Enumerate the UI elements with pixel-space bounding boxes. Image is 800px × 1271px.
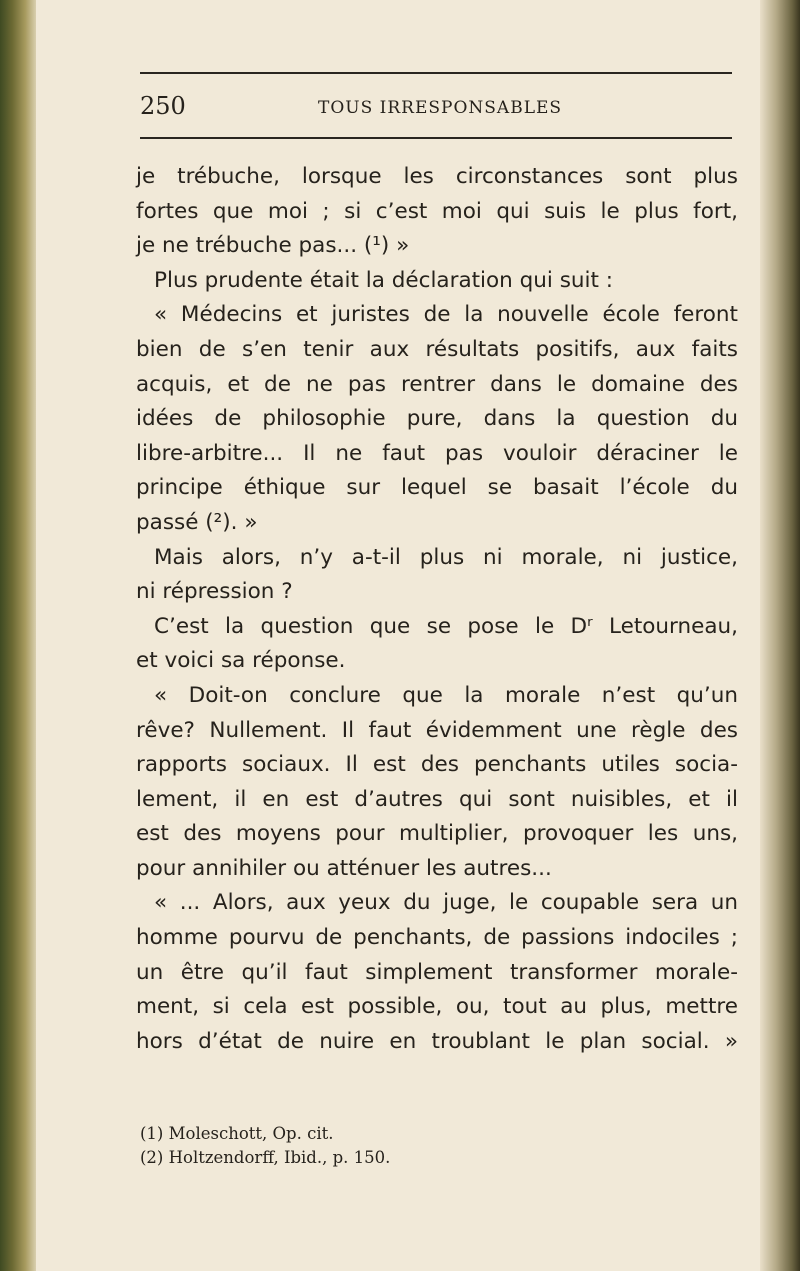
text-line: pour annihiler ou atténuer les autres... bbox=[136, 855, 552, 881]
text-line: rêve? Nullement. Il faut évidemment une règle des bbox=[136, 717, 738, 743]
text-line: acquis, et de ne pas rentrer dans le domaine des bbox=[136, 371, 738, 397]
text-line: ni répression ? bbox=[136, 579, 293, 605]
text-line: Mais alors, n’y a-t-il plus ni morale, ni justice, bbox=[154, 544, 738, 570]
text-line: est des moyens pour multiplier, provoquer les uns, bbox=[136, 821, 738, 847]
footnote: (1) Moleschott, Op. cit. bbox=[140, 1124, 334, 1143]
text-line: Plus prudente était la déclaration qui suit : bbox=[154, 267, 614, 293]
running-head: TOUS IRRESPONSABLES bbox=[318, 98, 563, 118]
text-line: « Médecins et juristes de la nouvelle école feront bbox=[154, 302, 738, 328]
footnotes bbox=[140, 1122, 700, 1170]
header-top-rule bbox=[140, 72, 732, 74]
text-line: et voici sa réponse. bbox=[136, 648, 346, 674]
binding-edge bbox=[0, 0, 36, 1271]
text-line: « Doit-on conclure que la morale n’est qu’un bbox=[154, 682, 738, 708]
text-line: « ... Alors, aux yeux du juge, le coupable sera un bbox=[154, 890, 738, 916]
text-line: idées de philosophie pure, dans la question du bbox=[136, 406, 738, 432]
text-line: je trébuche, lorsque les circonstances sont plus bbox=[136, 164, 738, 189]
text-line: un être qu’il faut simplement transformer morale- bbox=[136, 959, 738, 985]
page-edge bbox=[760, 0, 800, 1271]
text-line: je ne trébuche pas... (¹) » bbox=[136, 233, 410, 259]
footnote: (2) Holtzendorff, Ibid., p. 150. bbox=[140, 1148, 391, 1167]
text-line: bien de s’en tenir aux résultats positifs, aux faits bbox=[136, 336, 738, 362]
text-line: lement, il en est d’autres qui sont nuisibles, et il bbox=[136, 786, 738, 812]
text-line: homme pourvu de penchants, de passions indociles ; bbox=[136, 925, 738, 951]
text-line: rapports sociaux. Il est des penchants utiles socia- bbox=[136, 752, 738, 778]
text-line: libre-arbitre... Il ne faut pas vouloir déraciner le bbox=[136, 440, 738, 466]
text-line: ment, si cela est possible, ou, tout au plus, mettre bbox=[136, 994, 738, 1020]
text-line: hors d’état de nuire en troublant le plan social. » bbox=[136, 1028, 738, 1054]
text-line: fortes que moi ; si c’est moi qui suis le plus fort, bbox=[136, 198, 738, 224]
page-number: 250 bbox=[140, 92, 186, 120]
text-line: C’est la question que se pose le Dʳ Letourneau, bbox=[154, 613, 738, 639]
text-line: passé (²). » bbox=[136, 509, 258, 535]
header-bottom-rule bbox=[140, 137, 732, 139]
body-text bbox=[136, 160, 738, 1059]
page-header bbox=[140, 92, 732, 122]
text-line: principe éthique sur lequel se basait l’école du bbox=[136, 475, 738, 501]
